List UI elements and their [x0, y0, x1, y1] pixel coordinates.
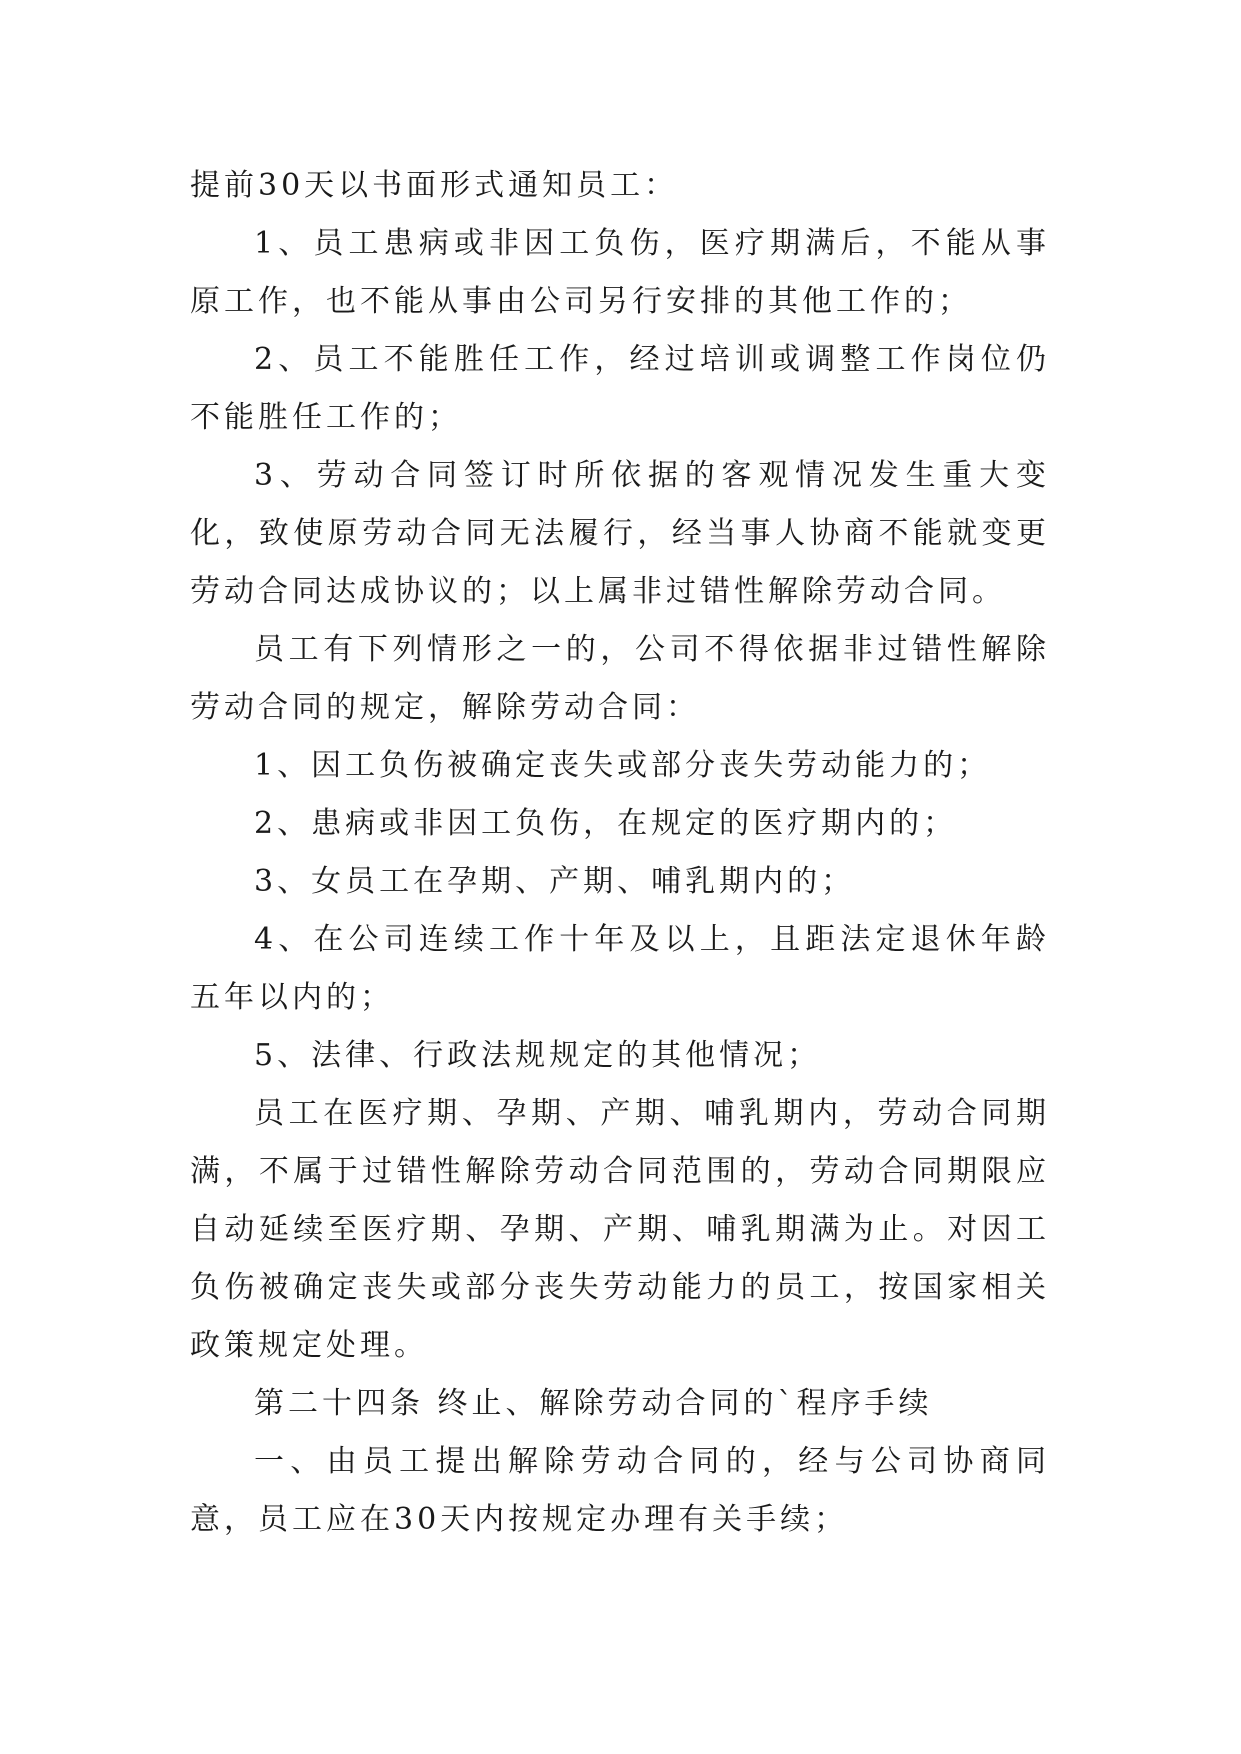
- paragraph-notice: 提前30天以书面形式通知员工：: [190, 168, 679, 203]
- paragraph-restriction-4: 4、在公司连续工作十年及以上，且距法定退休年龄五年以内的；: [190, 922, 1050, 1015]
- paragraph-procedure-1: 一、由员工提出解除劳动合同的，经与公司协商同意，员工应在30天内按规定办理有关手续；: [190, 1444, 1050, 1537]
- paragraph-extension: 员工在医疗期、孕期、产期、哺乳期内，劳动合同期满，不属于过错性解除劳动合同范围的，劳动合同期限应自动延续至医疗期、孕期、产期、哺乳期满为止。对因工负伤被确定丧失或部分丧失劳动能力的员工，按国家相关政策规定处理。: [190, 1096, 1050, 1363]
- paragraph-item-1-illness: 1、员工患病或非因工负伤，医疗期满后，不能从事原工作，也不能从事由公司另行安排的其他工作的；: [190, 226, 1050, 319]
- paragraph-restriction-3: 3、女员工在孕期、产期、哺乳期内的；: [254, 864, 856, 899]
- paragraph-restriction-2: 2、患病或非因工负伤，在规定的医疗期内的；: [254, 806, 958, 841]
- paragraph-restriction-5: 5、法律、行政法规规定的其他情况；: [254, 1038, 822, 1073]
- paragraph-restrictions-intro: 员工有下列情形之一的，公司不得依据非过错性解除劳动合同的规定，解除劳动合同：: [190, 632, 1050, 725]
- paragraph-item-3-circumstances: 3、劳动合同签订时所依据的客观情况发生重大变化，致使原劳动合同无法履行，经当事人协商不能就变更劳动合同达成协议的；以上属非过错性解除劳动合同。: [190, 458, 1050, 609]
- paragraph-restriction-1: 1、因工负伤被确定丧失或部分丧失劳动能力的；: [254, 748, 992, 783]
- paragraph-item-2-incompetent: 2、员工不能胜任工作，经过培训或调整工作岗位仍不能胜任工作的；: [190, 342, 1050, 435]
- article-heading: 第二十四条 终止、解除劳动合同的`程序手续: [254, 1386, 933, 1421]
- document-body: [190, 157, 1050, 1549]
